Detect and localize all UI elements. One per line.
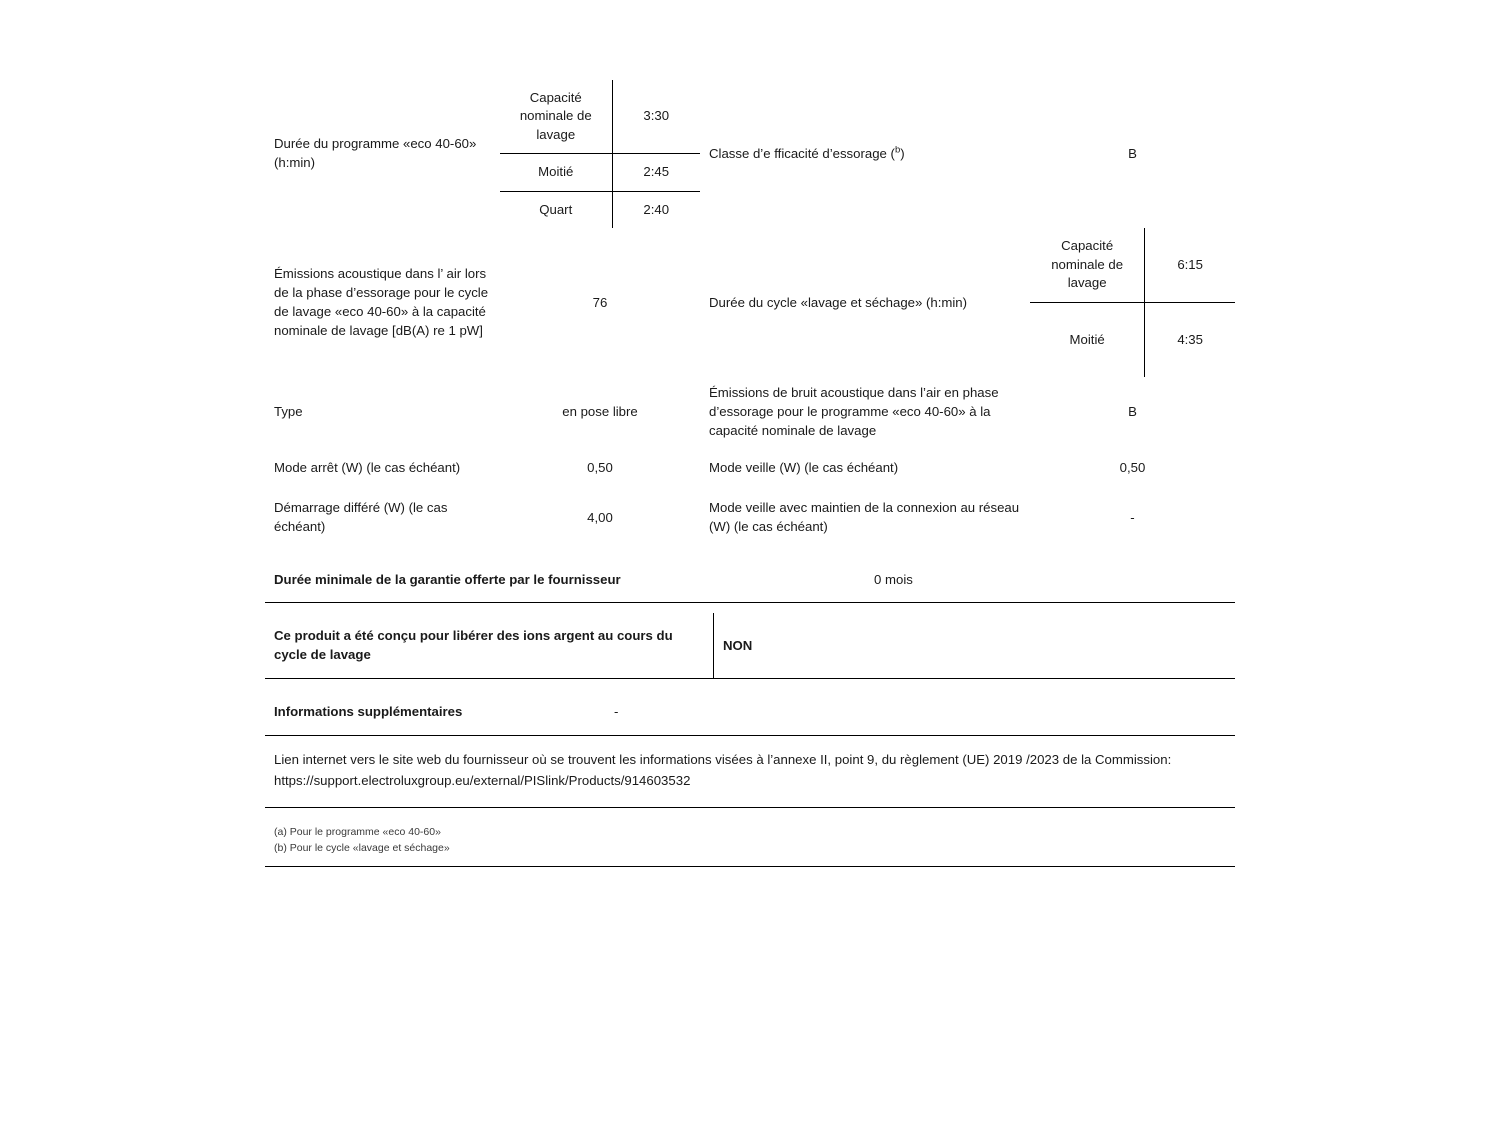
spin-efficiency-class-label <box>700 80 1030 228</box>
footnotes-block <box>265 808 1235 868</box>
footnote-marker-b: b <box>894 144 901 156</box>
off-mode-value: 0,50 <box>587 459 613 475</box>
program-duration-subtable-cell <box>500 80 700 228</box>
silver-ions-value: NON <box>723 637 753 653</box>
section-gap <box>265 603 1235 613</box>
silver-ions-label: Ce produit a été conçu pour libérer des ions argent au cours du cycle de lavage <box>265 613 714 678</box>
program-duration-subtable <box>500 80 700 228</box>
section-gap <box>265 548 1235 558</box>
spin-noise-emissions-value: B <box>1128 404 1137 420</box>
subtable-row <box>500 154 700 191</box>
table-row-type <box>265 377 1235 447</box>
standby-mode-label: Mode veille (W) (le cas échéant) <box>709 459 899 475</box>
delay-start-label: Démarrage différé (W) (le cas échéant) <box>274 500 448 535</box>
specifications-table <box>265 80 1235 548</box>
spin-noise-emissions-label: Émissions de bruit acoustique dans l’air en phase d’essorage pour le programme «eco 40-60» à la capacité nominale de lavage <box>709 385 999 438</box>
warranty-row <box>265 558 1235 603</box>
subtable-row <box>1030 228 1235 302</box>
program-duration-sub-value-2: 2:40 <box>612 191 700 228</box>
wash-dry-sub-value-1: 4:35 <box>1145 302 1235 377</box>
program-duration-sub-label-2: Quart <box>500 191 612 228</box>
program-duration-sub-label-1: Moitié <box>500 154 612 191</box>
off-mode-label: Mode arrêt (W) (le cas échéant) <box>274 459 461 475</box>
delay-start-value: 4,00 <box>587 509 613 525</box>
table-row-delay-start <box>265 488 1235 547</box>
spin-efficiency-class-label-suffix: ) <box>900 145 905 161</box>
wash-dry-cycle-duration-label: Durée du cycle «lavage et séchage» (h:min) <box>709 294 968 310</box>
supplier-web-link-row: Lien internet vers le site web du fournisseur où se trouvent les informations visées à l’annexe II, point 9, du règlement (UE) 2019 /2023 de la Commission: https://support.electroluxgroup.eu/external/PISlink/Products/914603532 <box>265 736 1235 808</box>
subtable-row <box>500 191 700 228</box>
spin-efficiency-class-value: B <box>1128 145 1137 161</box>
footnote-b: (b) Pour le cycle «lavage et séchage» <box>274 842 450 855</box>
additional-information-label: Informations supplémentaires <box>274 703 463 719</box>
networked-standby-label: Mode veille avec maintien de la connexion au réseau (W) (le cas échéant) <box>709 500 1020 535</box>
warranty-value: 0 mois <box>874 571 913 587</box>
type-value: en pose libre <box>562 404 638 420</box>
product-information-sheet <box>265 80 1235 867</box>
footnote-a: (a) Pour le programme «eco 40-60» <box>274 825 441 838</box>
acoustic-emissions-label: Émissions acoustique dans l’ air lors de la phase d’essorage pour le cycle de lavage «eco 40-60» à la capacité nominale de lavage [dB(A) re 1 pW] <box>274 266 489 338</box>
type-label: Type <box>274 404 303 420</box>
table-row-acoustic-emissions <box>265 228 1235 377</box>
wash-dry-sub-label-0: Capacité nominale de lavage <box>1051 238 1124 291</box>
program-duration-sub-value-0: 3:30 <box>612 80 700 154</box>
wash-dry-sub-value-0: 6:15 <box>1145 228 1235 302</box>
table-row-program-duration <box>265 80 1235 228</box>
table-row-off-mode <box>265 448 1235 489</box>
wash-dry-sub-label-1: Moitié <box>1030 302 1145 377</box>
acoustic-emissions-value: 76 <box>592 294 608 310</box>
standby-mode-value: 0,50 <box>1119 459 1146 475</box>
program-duration-sub-label-0: Capacité nominale de lavage <box>519 90 592 142</box>
spin-efficiency-class-label-text: Classe d’e fficacité d’essorage ( <box>709 145 895 161</box>
wash-dry-duration-subtable-cell <box>1030 228 1235 377</box>
wash-dry-duration-subtable <box>1030 228 1235 377</box>
additional-information-row <box>265 689 1235 736</box>
subtable-row <box>500 80 700 154</box>
subtable-row <box>1030 302 1235 377</box>
program-duration-sub-value-1: 2:45 <box>612 154 700 191</box>
additional-information-value: - <box>614 703 619 719</box>
silver-ions-row <box>265 613 1235 679</box>
section-gap <box>265 679 1235 689</box>
warranty-label: Durée minimale de la garantie offerte par le fournisseur <box>274 571 621 587</box>
program-duration-label: Durée du programme «eco 40-60» (h:min) <box>274 136 477 171</box>
networked-standby-value: - <box>1130 509 1135 525</box>
